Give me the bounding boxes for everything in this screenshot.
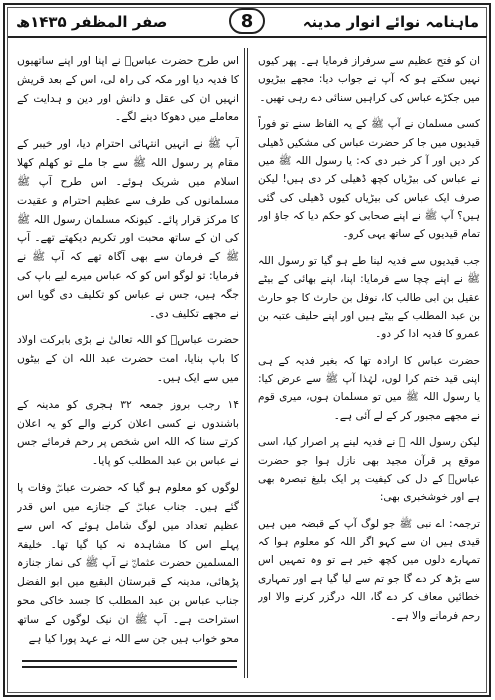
paragraph: لیکن رسول اللہ ﷺ نے فدیہ لینے پر اصرار کیا، اسی موقع پر قرآن مجید بھی نازل ہوا جو حضرت عباسؓ کے دل کی کیفیت پر ایک بلیغ تبصرہ بھی ہے اور خوشخبری بھی: xyxy=(258,436,480,504)
paragraph: ترجمہ: اے نبی ﷺ جو لوگ آپ کے قبضہ میں ہیں قیدی ہیں ان سے کہو اگر اللہ کو معلوم ہوا کہ تمہارے دلوں میں کچھ خیر ہے تو وہ تمہیں اس سے بڑھ کر دے گا جو تم سے لیا گیا ہے اور تمہاری خطائیں معاف کر دے گا، اللہ درگزر کرنے والا اور رحم فرمانے والا ہے۔ xyxy=(258,517,480,622)
issue-date: صفر المظفر ۱۴۳۵ھ xyxy=(16,13,168,31)
paragraph: کسی مسلمان نے آپ ﷺ کے یہ الفاظ سنے تو فوراً قیدیوں میں جا کر حضرت عباس کی مشکیں ڈھیلی کر دیں اور آ کر خبر دی کہ: یا رسول اللہ ﷺ میں نے عباس کی بیڑیاں کچھ ڈھیلی کر دی ہیں! لیکن صرف ایک عباس کی بیڑیاں کیوں ڈھیلی کی گئی ہیں؟ آپ ﷺ نے اپنے صحابی کو حکم دیا کہ جاؤ اور تمام قیدیوں کے ساتھ یہی کرو۔ xyxy=(258,118,480,241)
magazine-title: ماہنامہ نوائے انوار مدینہ xyxy=(302,13,479,31)
footer-rule xyxy=(22,660,237,668)
paragraph: آپ ﷺ نے انہیں انتہائی احترام دیا، اور خیبر کے مقام پر رسول اللہ ﷺ سے جا ملے تو کھلم کھلا اسلام میں شریک ہوئے۔ اس طرح آپ ﷺ مسلمانوں کی طرف سے عظیم احترام و عقیدت کا مرکز قرار پائے۔ کیونکہ مسلمان رسول اللہ ﷺ کی ان کے ساتھ محبت اور تکریم دیکھتے تھے۔ آپ ﷺ کے فرمان سے بھی آگاہ تھے کہ آپ ﷺ نے فرمایا: تو لوگو اس کو کہ عباس میرے لیے باپ کی جگہ ہیں، جس نے عباس کو تکلیف دی گویا اس نے مجھے تکلیف دی۔ xyxy=(17,137,239,320)
right-column xyxy=(258,52,480,652)
paragraph: حضرت عباس کا ارادہ تھا کہ بغیر فدیہ کے ہی اپنی قید ختم کرا لوں، لہٰذا آپ ﷺ سے عرض کیا: یا رسول اللہ ﷺ میں تو مسلمان ہوں، میری قوم نے مجھے مجبور کر کے لے آئی ہے۔ xyxy=(258,354,480,422)
paragraph: لوگوں کو معلوم ہو گیا کہ حضرت عباسؓ وفات پا گئے ہیں۔ جناب عباسؓ کے جنازے میں اس قدر عظیم تعداد میں لوگ شامل ہوئے کہ اس سے پہلے اس کا مشاہدہ نہ کیا گیا تھا۔ خلیفۃ المسلمین حضرت عثمانؓ نے آپ ﷺ کی نماز جنازہ پڑھائی، مدینہ کے قبرستان البقیع میں ابو الفضل جناب عباس بن عبد المطلب کا جسد خاکی محو استراحت ہے۔ آپ ﷺ ان نیک لوگوں کے ساتھ محو خواب ہیں جن سے اللہ نے عہد پورا کیا ہے xyxy=(17,481,239,645)
left-column xyxy=(17,52,239,652)
page-number: 8 xyxy=(229,8,265,34)
paragraph: جب قیدیوں سے فدیہ لینا طے ہو گیا تو رسول اللہ ﷺ نے اپنے چچا سے فرمایا: اپنا، اپنے بھائی کے بیٹے عقیل بن ابی طالب کا، نوفل بن حارث کا جو حارث بن عبد المطلب کے بیٹے ہیں اور اپنے حلیف عتبہ بن عمرو کا فدیہ ادا کر دو۔ xyxy=(258,254,480,341)
column-divider xyxy=(247,48,248,678)
paragraph: اس طرح حضرت عباسؓ نے اپنا اور اپنے ساتھیوں کا فدیہ دیا اور مکہ کی راہ لی، اس کے بعد قریش انہیں ان کی عقل و دانش اور دین و ہدایت کے معاملے میں دھوکا دینے لگے۔ xyxy=(17,54,239,124)
paragraph: ۱۴ رجب بروز جمعہ ۳۲ ہجری کو مدینہ کے باشندوں نے کسی اعلان کرنے والے کو یہ اعلان کرتے سنا کہ اللہ اس شخص پر رحم فرمائے جس نے عباس بن عبد المطلب کو پایا۔ xyxy=(17,397,239,468)
paragraph: ان کو فتح عظیم سے سرفراز فرمایا ہے۔ پھر کیوں نہیں سکتے ہو کہ آپ نے جواب دیا: مجھے بیڑیوں میں جکڑے عباس کی کراہیں سنائی دے رہی تھیں۔ xyxy=(258,55,480,104)
paragraph: حضرت عباسؓ کو اللہ تعالیٰ نے بڑی بابرکت اولاد کا باپ بنایا، امت حضرت عبد اللہ ان کے بیٹوں میں سے ایک ہیں۔ xyxy=(17,333,239,384)
